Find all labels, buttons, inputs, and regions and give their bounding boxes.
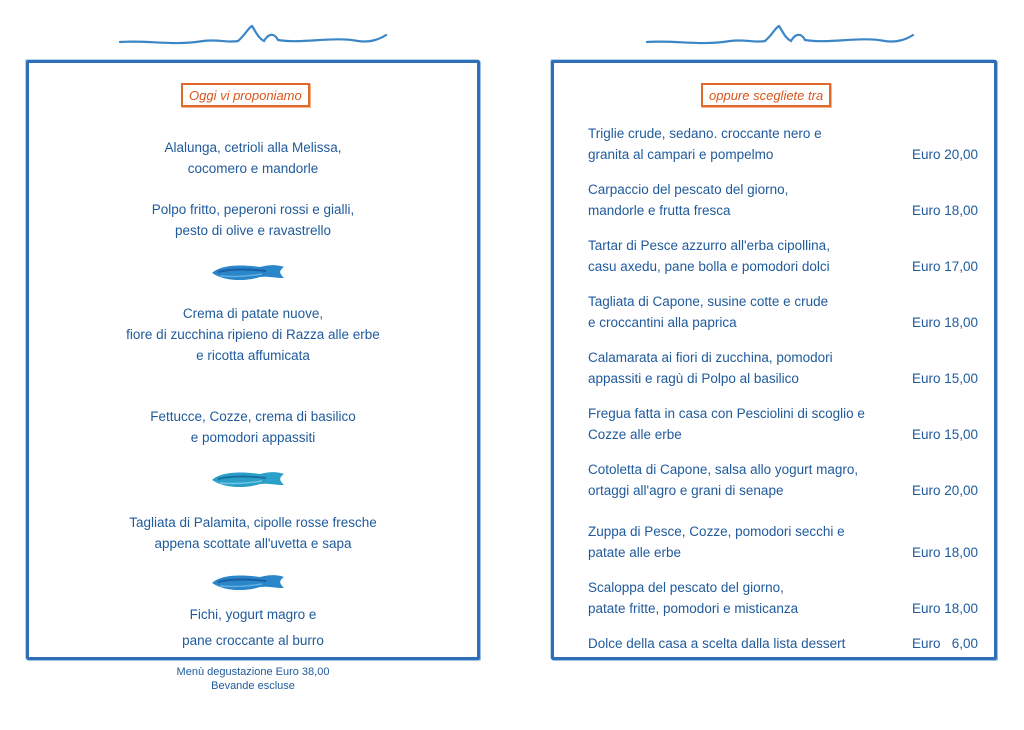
menu-item: Polpo fritto, peperoni rossi e gialli, pesto di olive e ravastrello [151, 202, 355, 238]
item-price: Euro 15,00 [911, 427, 978, 442]
menu-item: Fichi, yogurt magro e pane croccante al burro [182, 607, 324, 648]
item-price: Euro 18,00 [911, 203, 978, 218]
item-price: Euro 20,00 [911, 483, 978, 498]
menu-item: Calamarata ai fiori di zucchina, pomodori appassiti e ragù di Polpo al basilico Euro 15,00 [588, 347, 978, 389]
a-la-carte-panel [551, 60, 997, 660]
menu-item: Fettucce, Cozze, crema di basilico e pomodori appassiti [150, 409, 356, 445]
menu-item: Tagliata di Capone, susine cotte e crude e croccantini alla paprica Euro 18,00 [588, 291, 978, 333]
wave-decoration-icon [118, 22, 388, 50]
menu-item: Tagliata di Palamita, cipolle rosse fresche appena scottate all'uvetta e sapa [129, 515, 377, 551]
tasting-price: Menù degustazione Euro 38,00 [176, 666, 330, 678]
item-price: Euro 18,00 [911, 601, 978, 616]
menu-footer [26, 665, 480, 693]
menu-item: Crema di patate nuove, fiore di zucchina ripieno di Razza alle erbe e ricotta affumicata [126, 306, 380, 363]
item-price: Euro 15,00 [911, 371, 978, 386]
item-price: Euro 18,00 [911, 315, 978, 330]
fish-brushstroke-icon [210, 571, 286, 593]
menu-item: Zuppa di Pesce, Cozze, pomodori secchi e patate alle erbe Euro 18,00 [588, 521, 978, 563]
left-heading: Oggi vi proponiamo [181, 83, 310, 107]
tasting-menu-panel [26, 60, 480, 660]
menu-item: Carpaccio del pescato del giorno, mandorle e frutta fresca Euro 18,00 [588, 179, 978, 221]
item-price: Euro 6,00 [911, 636, 978, 651]
item-price: Euro 20,00 [911, 147, 978, 162]
menu-item: Dolce della casa a scelta dalla lista dessert Euro 6,00 [588, 633, 978, 654]
drinks-note: Bevande escluse [211, 680, 295, 692]
menu-item: Triglie crude, sedano. croccante nero e granita al campari e pompelmo Euro 20,00 [588, 123, 978, 165]
menu-item: Scaloppa del pescato del giorno, patate fritte, pomodori e misticanza Euro 18,00 [588, 577, 978, 619]
item-price: Euro 18,00 [911, 545, 978, 560]
menu-item: Alalunga, cetrioli alla Melissa, cocomero e mandorle [164, 140, 342, 176]
menu-item: Tartar di Pesce azzurro all'erba cipollina, casu axedu, pane bolla e pomodori dolci Euro 17,00 [588, 235, 978, 277]
right-heading: oppure scegliete tra [701, 83, 831, 107]
fish-brushstroke-icon [210, 261, 286, 283]
menu-item: Fregua fatta in casa con Pesciolini di scoglio e Cozze alle erbe Euro 15,00 [588, 403, 978, 445]
wave-decoration-icon [645, 22, 915, 50]
fish-brushstroke-icon [210, 468, 286, 490]
item-price: Euro 17,00 [911, 259, 978, 274]
menu-item: Cotoletta di Capone, salsa allo yogurt magro, ortaggi all'agro e grani di senape Euro 20,00 [588, 459, 978, 501]
